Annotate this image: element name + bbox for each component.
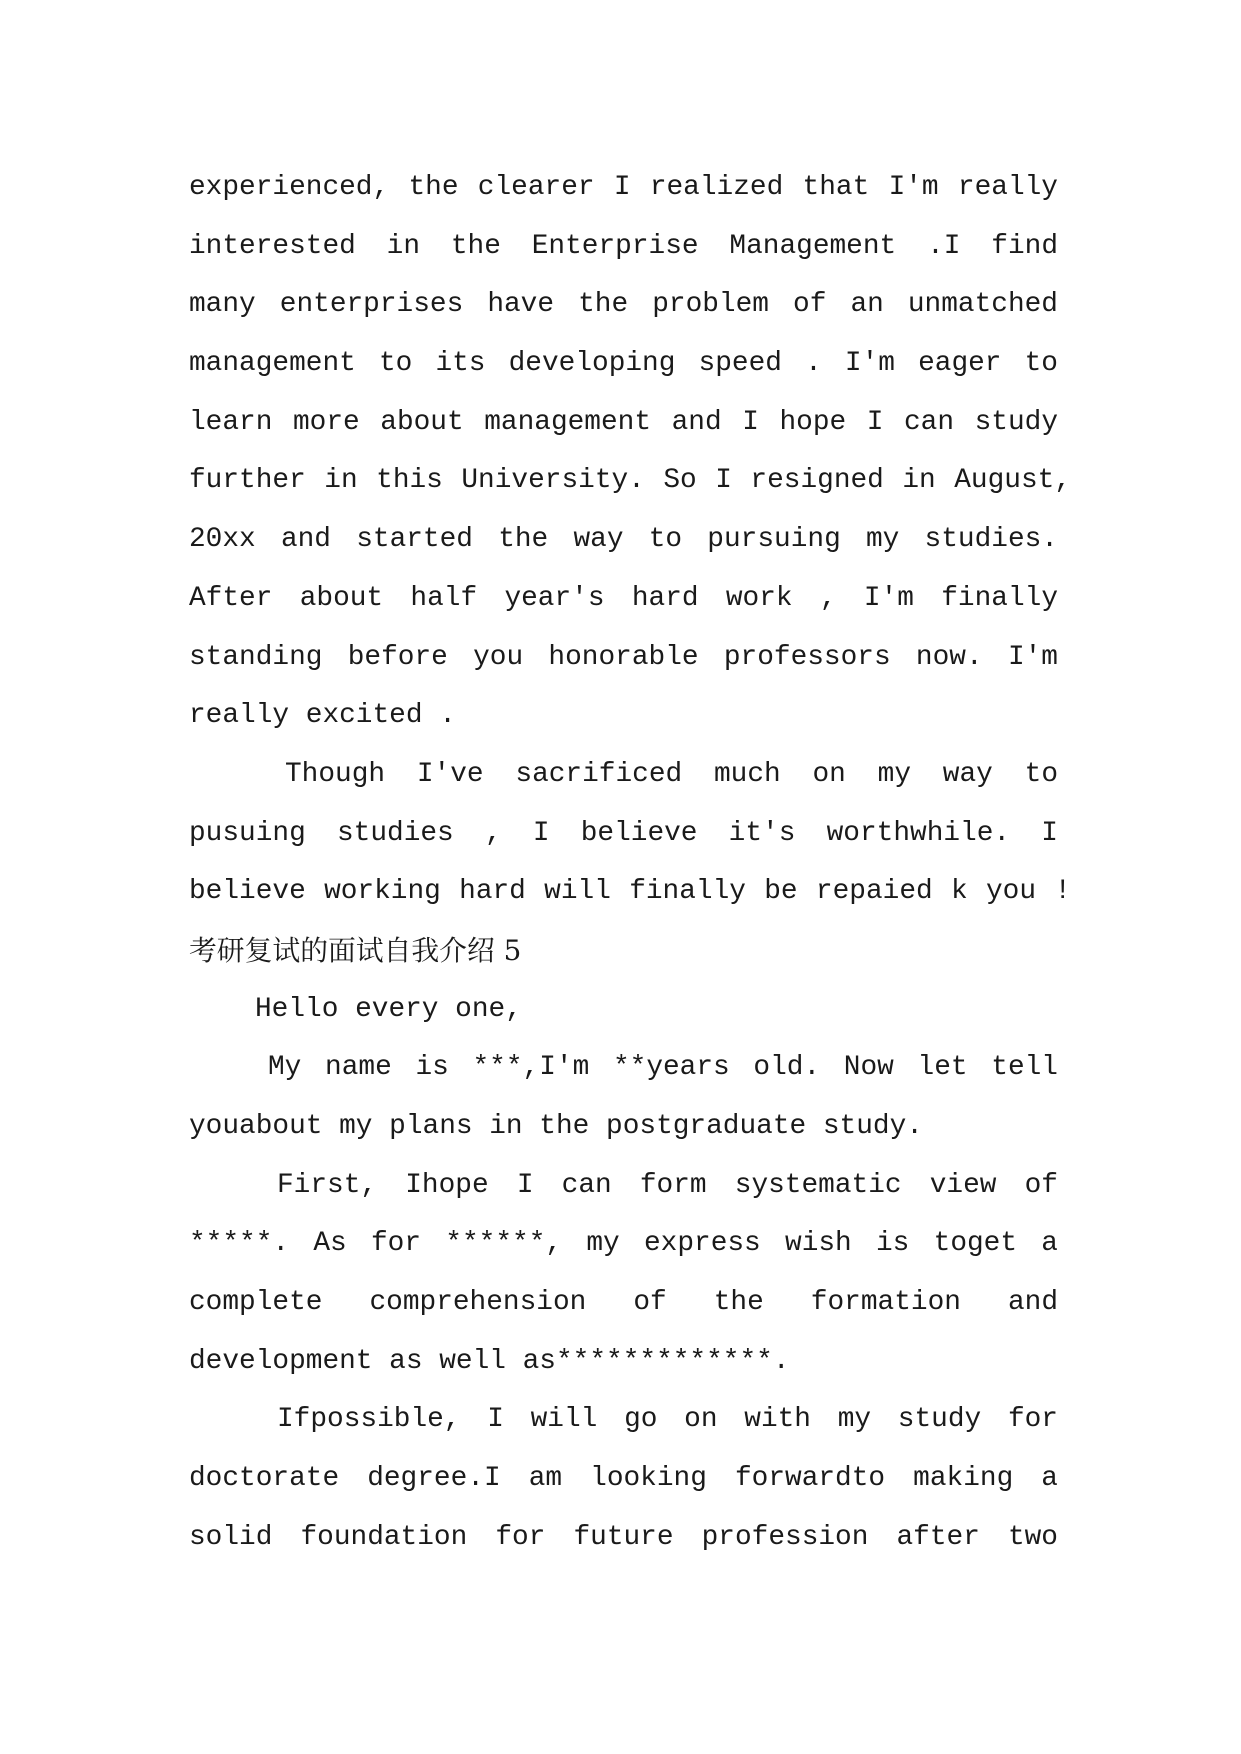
text-line: believe working hard will finally be repaied k you ! [189, 876, 1071, 908]
text-line: doctorate degree.I am looking forwardto making a [189, 1463, 1058, 1495]
paragraph [189, 1391, 1058, 1567]
text-line: *****. As for ******, my express wish is toget a [189, 1228, 1058, 1260]
section-heading: 考研复试的面试自我介绍 5 [189, 933, 522, 967]
paragraph [189, 746, 1071, 922]
text-line: Though I've sacrificed much on my way to [285, 758, 1058, 790]
text-line: solid foundation for future profession after two [189, 1521, 1058, 1553]
text-line: complete comprehension of the formation and [189, 1287, 1058, 1319]
text-line: 20xx and started the way to pursuing my studies. [189, 524, 1058, 556]
text-line: experienced, the clearer I realized that I'm really [189, 172, 1058, 203]
document-body [189, 159, 1071, 1568]
paragraph [189, 1157, 1058, 1392]
paragraph [189, 159, 1071, 746]
text-line: really excited . [189, 700, 456, 732]
text-line: pusuing studies , I believe it's worthwhile. I [189, 817, 1058, 849]
text-line: My name is ***,I'm **years old. Now let tell [268, 1052, 1058, 1084]
text-line: learn more about management and I hope I can study [189, 406, 1058, 438]
text-line: standing before you honorable professors now. I'm [189, 641, 1058, 673]
text-line: interested in the Enterprise Management .I find [189, 230, 1058, 262]
text-line: development as well as*************. [189, 1345, 790, 1377]
text-line: Ifpossible, I will go on with my study for [277, 1404, 1058, 1436]
text-line: further in this University. So I resigned in August, [189, 465, 1071, 497]
paragraph [189, 981, 1058, 1040]
text-line: Hello every one, [255, 993, 522, 1025]
text-line: many enterprises have the problem of an unmatched [189, 289, 1058, 321]
text-line: First, Ihope I can form systematic view of [277, 1169, 1058, 1201]
text-line: After about half year's hard work , I'm finally [189, 582, 1058, 614]
text-line: management to its developing speed . I'm eager to [189, 348, 1058, 380]
text-line: youabout my plans in the postgraduate study. [189, 1111, 923, 1142]
paragraph [189, 1039, 1058, 1156]
